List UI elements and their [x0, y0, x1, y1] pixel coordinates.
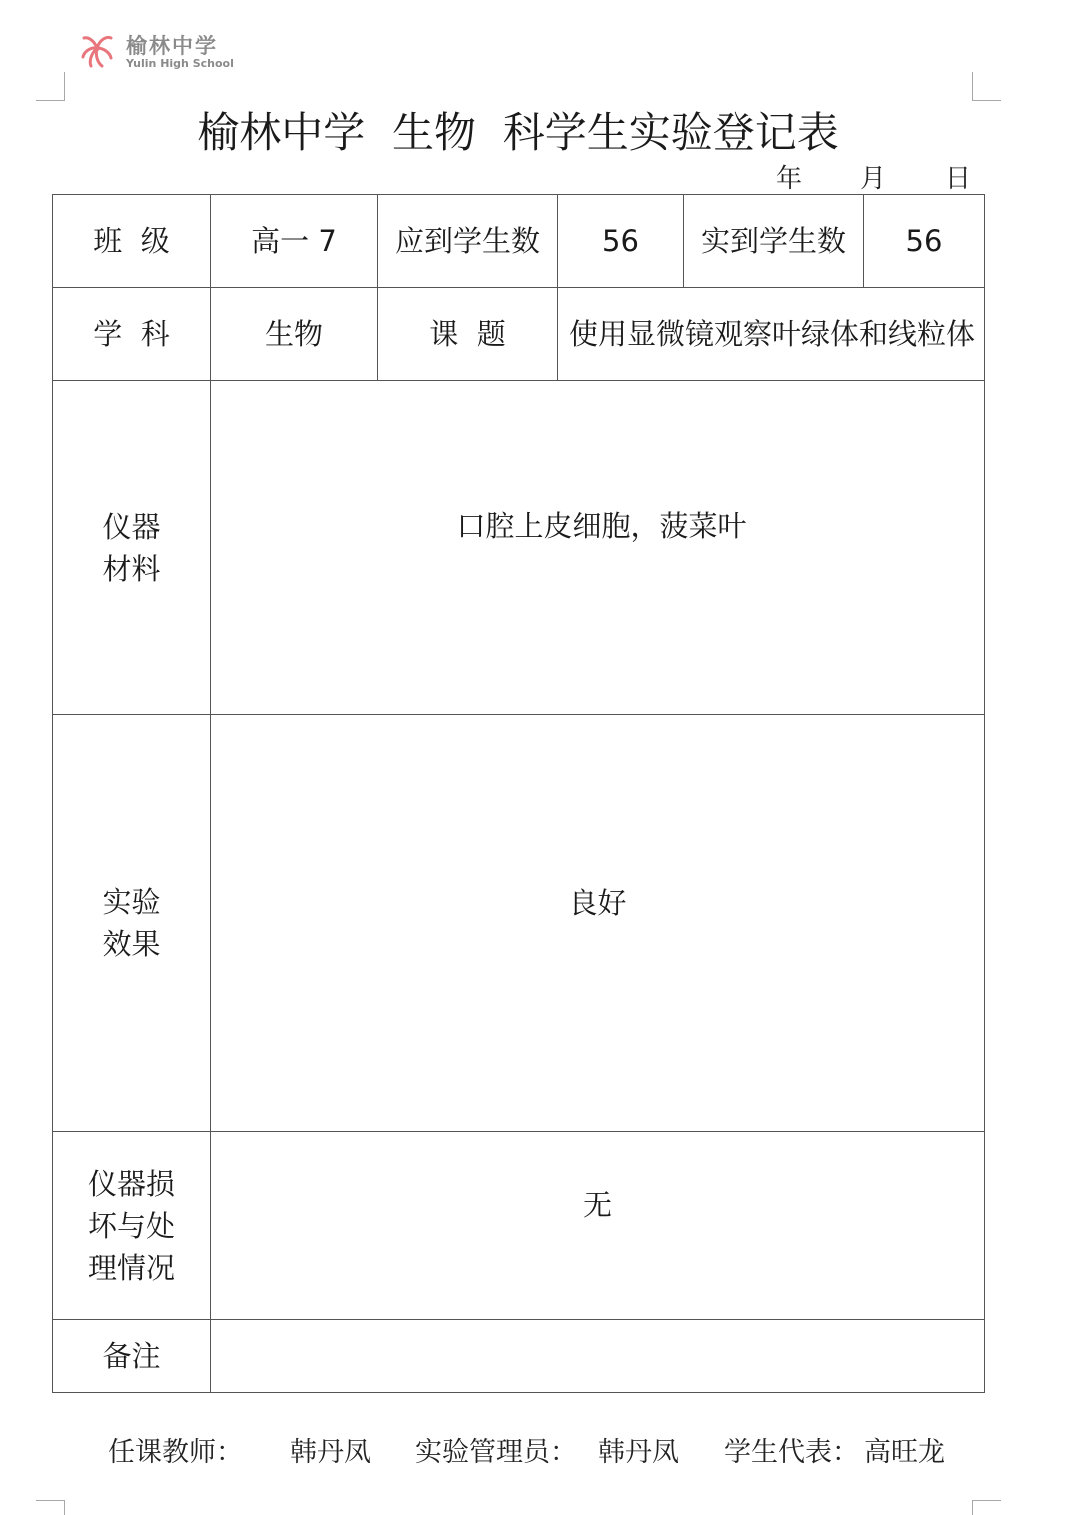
crop-mark-bottom-left: [36, 1500, 65, 1515]
effect-value: 良好: [211, 715, 985, 1132]
class-label: 班 级: [53, 195, 211, 288]
teacher-label: 任课教师：: [108, 1437, 243, 1468]
subject-value: 生物: [211, 288, 378, 381]
effect-label: 实验 效果: [53, 715, 211, 1132]
table-row-subject: [53, 288, 985, 381]
student-rep-label: 学生代表：: [724, 1437, 859, 1468]
materials-label: 仪器 材料: [53, 381, 211, 715]
damage-label: 仪器损 坏与处 理情况: [53, 1132, 211, 1320]
crop-mark-bottom-right: [972, 1500, 1001, 1515]
date-day: 日: [945, 164, 972, 194]
remarks-value: [211, 1320, 985, 1393]
date-year: 年: [776, 164, 803, 194]
table-row-class: [53, 195, 985, 288]
teacher-name: 韩丹凤: [290, 1437, 371, 1468]
admin-label: 实验管理员：: [415, 1437, 577, 1468]
table-row-damage: [53, 1132, 985, 1320]
school-logo: [76, 28, 246, 72]
crop-mark-top-right: [972, 72, 1001, 101]
table-row-effect: [53, 715, 985, 1132]
expected-students-label: 应到学生数: [378, 195, 558, 288]
student-rep-name: 高旺龙: [864, 1437, 945, 1468]
flower-emblem-icon: [76, 28, 118, 70]
table-row-remarks: [53, 1320, 985, 1393]
expected-students-value: 56: [558, 195, 684, 288]
date-month: 月: [860, 164, 887, 194]
admin-name: 韩丹凤: [598, 1437, 679, 1468]
damage-value: 无: [211, 1132, 985, 1320]
remarks-label: 备注: [53, 1320, 211, 1393]
subject-label: 学 科: [53, 288, 211, 381]
materials-value: 口腔上皮细胞，菠菜叶: [211, 381, 985, 715]
page-title: 榆林中学 生物 科学生实验登记表: [197, 108, 839, 157]
class-value: 高一 7: [211, 195, 378, 288]
topic-label: 课 题: [378, 288, 558, 381]
crop-mark-top-left: [36, 72, 65, 101]
registration-table: [52, 194, 985, 1393]
logo-name-cn: 榆林中学: [126, 34, 218, 58]
actual-students-label: 实到学生数: [684, 195, 864, 288]
actual-students-value: 56: [864, 195, 985, 288]
logo-name-en: Yulin High School: [126, 57, 234, 70]
table-row-materials: [53, 381, 985, 715]
topic-value: 使用显微镜观察叶绿体和线粒体: [558, 288, 985, 381]
